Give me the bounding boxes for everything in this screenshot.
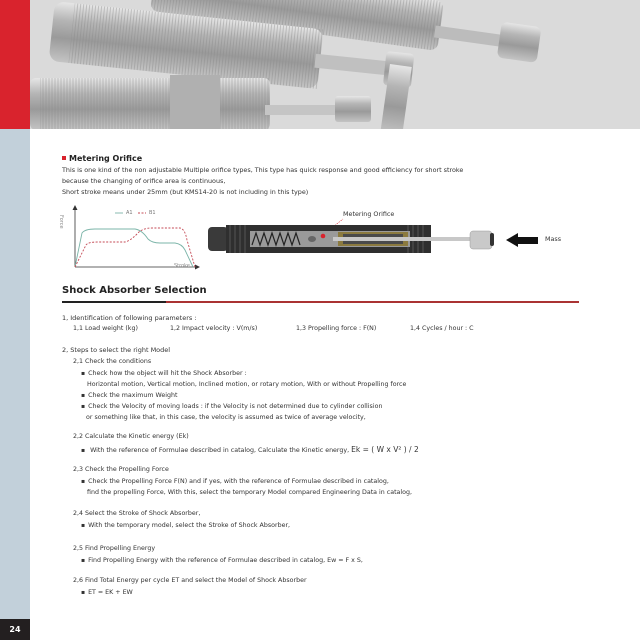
step-2-2-bullet-1: ▪ With the reference of Formulae described in catalog, Calculate the Kinetic energy, Ek = ( W x V² ) / 2 [81,445,419,454]
param-impact-velocity: 1,2 Impact velocity : V(m/s) [170,325,258,332]
step-2-1-bullet-3: ▪ Check the Velocity of moving loads : if the Velocity is not determined due to cylinder collision [81,403,382,410]
sidebar-accent [0,0,30,129]
step-2-2-heading: 2,2 Calculate the Kinetic energy (Ek) [73,433,189,440]
shock-absorber-diagram [208,205,588,265]
title-divider [62,301,579,303]
red-square-bullet-icon [62,156,66,160]
section-title: Shock Absorber Selection [62,285,207,296]
step-2-5-bullet-1: ▪ Find Propelling Energy with the reference of Formulae described in catalog, Ew = F x S, [81,557,363,564]
param-load-weight: 1,1 Load weight (kg) [73,325,138,332]
param-propelling-force: 1,3 Propelling force : F(N) [296,325,377,332]
step-2-4-heading: 2,4 Select the Stroke of Shock Absorber, [73,510,201,517]
step-2-1-heading: 2,1 Check the conditions [73,358,152,365]
kinetic-energy-formula: Ek = ( W x V² ) / 2 [351,445,419,454]
step-2-6-heading: 2,6 Find Total Energy per cycle ET and select the Model of Shock Absorber [73,577,307,584]
mass-label: Mass [545,235,562,243]
force-stroke-graph [58,205,200,271]
param-cycles-per-hour: 1,4 Cycles / hour : C [410,325,474,332]
metering-orifice-title: Metering Orifice [62,154,142,163]
step-2-heading: 2, Steps to select the right Model [62,346,171,354]
step-2-4-bullet-1: ▪ With the temporary model, select the Stroke of Shock Absorber, [81,522,290,529]
step-2-1-bullet-2: ▪ Check the maximum Weight [81,392,177,399]
parameter-list [73,325,474,332]
y-axis-label: Force [58,215,64,229]
metering-description-line-1: This is one kind of the non adjustable Multiple orifice types, This type has quick response and good efficiency for short stroke [62,166,464,174]
step-2-1-bullet-1-cont: Horizontal motion, Vertical motion, Inclined motion, or rotary motion, With or without Propelling force [87,381,407,388]
legend-b1: B1 [149,210,156,216]
shock-absorbers-photo-icon [30,0,640,129]
legend-a1: A1 [126,210,133,216]
metering-description-line-2: because the changing of orifice area is continuous, [62,177,226,185]
hero-image [30,0,640,129]
metering-description-line-3: Short stroke means under 25mm (but KMS14-20 is not including in this type) [62,188,309,196]
step-2-1-bullet-1: ▪ Check how the object will hit the Shock Absorber : [81,370,247,377]
x-axis-label: Stroke [174,263,190,269]
step-1-heading: 1, Identification of following parameters : [62,314,197,322]
step-2-1-bullet-3-cont: or something like that, in this case, the velocity is assumed as twice of average velocity, [86,414,366,421]
page-number: 24 [0,619,30,640]
step-2-6-bullet-1: ▪ ET = EK + EW [81,589,133,596]
metering-orifice-label: Metering Orifice [343,210,395,218]
step-2-5-heading: 2,5 Find Propelling Energy [73,545,156,552]
step-2-3-bullet-1: ▪ Check the Propelling Force F(N) and if yes, with the reference of Formulae described in catalog, [81,478,389,485]
step-2-3-heading: 2,3 Check the Propelling Force [73,466,169,473]
step-2-3-bullet-1-cont: find the propelling Force, With this, select the temporary Model compared Engineering Data in catalog, [87,489,413,496]
